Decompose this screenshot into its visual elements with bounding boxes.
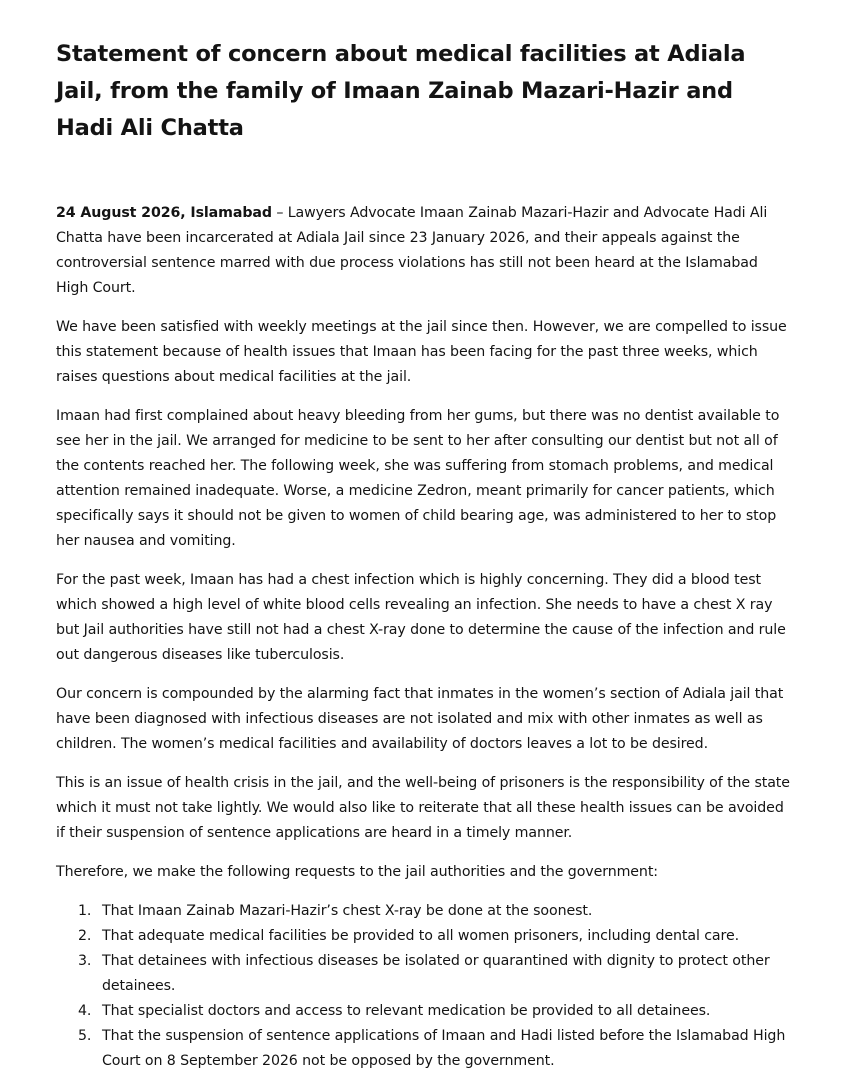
statement-title: Statement of concern about medical facilities at Adiala Jail, from the family of Imaan Zainab Mazari-Hazir and Hadi Ali Chatta <box>56 41 746 141</box>
dateline: 24 August 2026, Islamabad <box>56 205 272 221</box>
list-item-text: That the suspension of sentence applications of Imaan and Hadi listed before the Islamabad High Court on 8 September 2026 not be opposed by the government. <box>102 1028 786 1069</box>
list-item-text: That specialist doctors and access to relevant medication be provided to all detainees. <box>102 1003 711 1019</box>
paragraph-requests-intro: Therefore, we make the following requests to the jail authorities and the government: <box>56 864 658 880</box>
paragraph-meetings: We have been satisfied with weekly meetings at the jail since then. However, we are compelled to issue this statement because of health issues that Imaan has been facing for the past three weeks, which raises questions about medical facilities at the jail. <box>56 319 787 385</box>
list-item <box>56 999 794 1024</box>
list-item-number: 4. <box>78 1003 92 1019</box>
list-item <box>56 924 794 949</box>
list-item-text: That detainees with infectious diseases be isolated or quarantined with dignity to protect other detainees. <box>102 953 770 994</box>
list-item <box>56 899 794 924</box>
list-item <box>56 949 794 999</box>
list-item-text: That Imaan Zainab Mazari-Hazir’s chest X-ray be done at the soonest. <box>102 903 593 919</box>
paragraph-infectious-inmates: Our concern is compounded by the alarming fact that inmates in the women’s section of Adiala jail that have been diagnosed with infectious diseases are not isolated and mix with other inmates as well as children. The women’s medical facilities and availability of doctors leaves a lot to be desired. <box>56 686 784 752</box>
list-item-number: 2. <box>78 928 92 944</box>
list-item <box>56 1024 794 1074</box>
paragraph-chest-infection: For the past week, Imaan has had a chest infection which is highly concerning. They did a blood test which showed a high level of white blood cells revealing an infection. She needs to have a chest X ray but Jail authorities have still not had a chest X-ray done to determine the cause of the infection and rule out dangerous diseases like tuberculosis. <box>56 572 786 663</box>
paragraph-health-crisis: This is an issue of health crisis in the jail, and the well-being of prisoners is the responsibility of the state which it must not take lightly. We would also like to reiterate that all these health issues can be avoided if their suspension of sentence applications are heard in a timely manner. <box>56 775 790 841</box>
intro-text: – Lawyers Advocate Imaan Zainab Mazari-Hazir and Advocate Hadi Ali Chatta have been incarcerated at Adiala Jail since 23 January 2026, and their appeals against the controversial sentence marred with due process violations has still not been heard at the Islamabad High Court. <box>56 205 768 296</box>
paragraph-medical-history: Imaan had first complained about heavy bleeding from her gums, but there was no dentist available to see her in the jail. We arranged for medicine to be sent to her after consulting our dentist but not all of the contents reached her. The following week, she was suffering from stomach problems, and medical attention remained inadequate. Worse, a medicine Zedron, meant primarily for cancer patients, which specifically says it should not be given to women of child bearing age, was administered to her to stop her nausea and vomiting. <box>56 408 780 549</box>
list-item-number: 5. <box>78 1028 92 1044</box>
list-item-number: 3. <box>78 953 92 969</box>
list-item-text: That adequate medical facilities be provided to all women prisoners, including dental care. <box>102 928 739 944</box>
paragraph-intro <box>56 201 794 301</box>
list-item-number: 1. <box>78 903 92 919</box>
requests-list <box>56 899 794 1074</box>
